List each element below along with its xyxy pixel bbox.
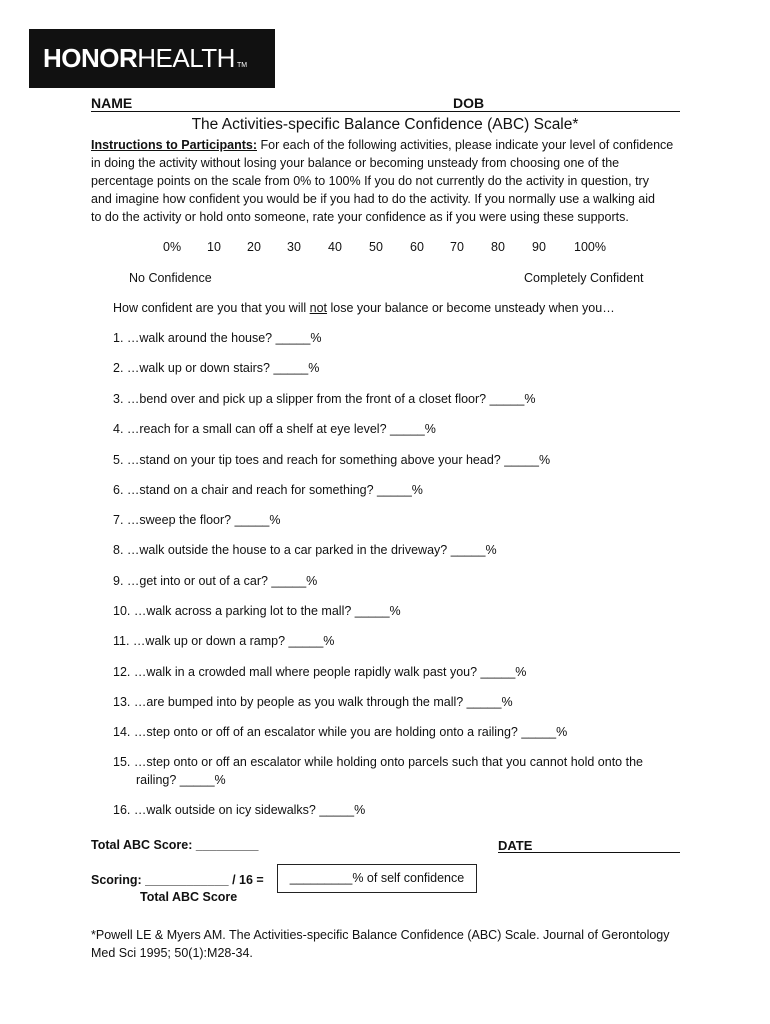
scale-high-label: Completely Confident [524, 271, 644, 285]
scale-point: 30 [287, 240, 301, 254]
logo-text-health: HEALTH [137, 43, 235, 73]
question-item[interactable]: 15. …step onto or off an escalator while holding onto parcels such that you cannot hold onto the [113, 755, 643, 769]
dob-field-line[interactable] [453, 111, 680, 112]
question-item[interactable]: 16. …walk outside on icy sidewalks? _____% [113, 803, 366, 817]
question-prompt [113, 301, 615, 315]
question-item[interactable]: 7. …sweep the floor? _____% [113, 513, 281, 527]
scale-low-label: No Confidence [129, 271, 212, 285]
question-item[interactable]: 9. …get into or out of a car? _____% [113, 574, 318, 588]
scale-point: 60 [410, 240, 424, 254]
total-abc-score[interactable]: Total ABC Score: _________ [91, 838, 259, 852]
instructions-text-1: For each of the following activities, please indicate your level of confidence [260, 138, 674, 152]
question-item[interactable]: 6. …stand on a chair and reach for something? _____% [113, 483, 423, 497]
prompt-emphasis: not [309, 301, 328, 315]
instructions-line-4: and imagine how confident you would be if you had to do the activity. If you normally use a walking aid [91, 192, 655, 206]
question-item[interactable]: 12. …walk in a crowded mall where people rapidly walk past you? _____% [113, 665, 527, 679]
instructions-line-3: percentage points on the scale from 0% to 100% If you do not currently do the activity in question, try [91, 174, 649, 188]
scale-point: 0% [163, 240, 182, 254]
dob-label: DOB [453, 95, 485, 111]
question-item-continuation[interactable]: railing? _____% [136, 773, 226, 787]
instructions-label: Instructions to Participants: [91, 138, 257, 152]
citation-line-1: *Powell LE & Myers AM. The Activities-specific Balance Confidence (ABC) Scale. Journal of Gerontology [91, 928, 670, 942]
scale-point: 80 [491, 240, 505, 254]
instructions-line-2: in doing the activity without losing your balance or becoming unsteady from choosing one of the [91, 156, 620, 170]
logo-trademark: TM [236, 62, 248, 69]
question-item[interactable]: 4. …reach for a small can off a shelf at eye level? _____% [113, 422, 436, 436]
page-title: The Activities-specific Balance Confidence (ABC) Scale* [191, 116, 579, 133]
scale-point: 10 [207, 240, 221, 254]
question-item[interactable]: 14. …step onto or off of an escalator while you are holding onto a railing? _____% [113, 725, 568, 739]
scoring-subtitle: Total ABC Score [140, 890, 238, 904]
question-item[interactable]: 1. …walk around the house? _____% [113, 331, 322, 345]
question-item[interactable]: 5. …stand on your tip toes and reach for something above your head? _____% [113, 453, 551, 467]
scale-point: 50 [369, 240, 383, 254]
self-confidence-box[interactable]: _________% of self confidence [277, 864, 477, 893]
date-label: DATE [498, 838, 533, 853]
question-item[interactable]: 13. …are bumped into by people as you walk through the mall? _____% [113, 695, 513, 709]
citation-line-2: Med Sci 1995; 50(1):M28-34. [91, 946, 253, 960]
question-item[interactable]: 11. …walk up or down a ramp? _____% [113, 634, 335, 648]
scale-point: 100% [574, 240, 606, 254]
scoring-formula[interactable]: Scoring: ____________ / 16 = [91, 873, 264, 887]
prompt-before: How confident are you that you will [113, 301, 310, 315]
question-item[interactable]: 10. …walk across a parking lot to the mall? _____% [113, 604, 401, 618]
logo-text-honor: HONOR [43, 43, 138, 73]
name-label: NAME [91, 95, 133, 111]
question-item[interactable]: 8. …walk outside the house to a car parked in the driveway? _____% [113, 543, 497, 557]
confidence-scale [0, 240, 770, 258]
scale-point: 20 [247, 240, 261, 254]
scale-point: 90 [532, 240, 546, 254]
scale-point: 40 [328, 240, 342, 254]
question-item[interactable]: 3. …bend over and pick up a slipper from the front of a closet floor? _____% [113, 392, 536, 406]
instructions-line-5: to do the activity or hold onto someone, rate your confidence as if you were using these supports. [91, 210, 629, 224]
question-item[interactable]: 2. …walk up or down stairs? _____% [113, 361, 320, 375]
name-field-line[interactable] [91, 111, 453, 112]
scale-point: 70 [450, 240, 464, 254]
date-field-line[interactable] [498, 852, 680, 853]
prompt-after: lose your balance or become unsteady when you… [327, 301, 615, 315]
instructions-line-1 [91, 138, 673, 152]
honorhealth-logo [29, 29, 275, 88]
